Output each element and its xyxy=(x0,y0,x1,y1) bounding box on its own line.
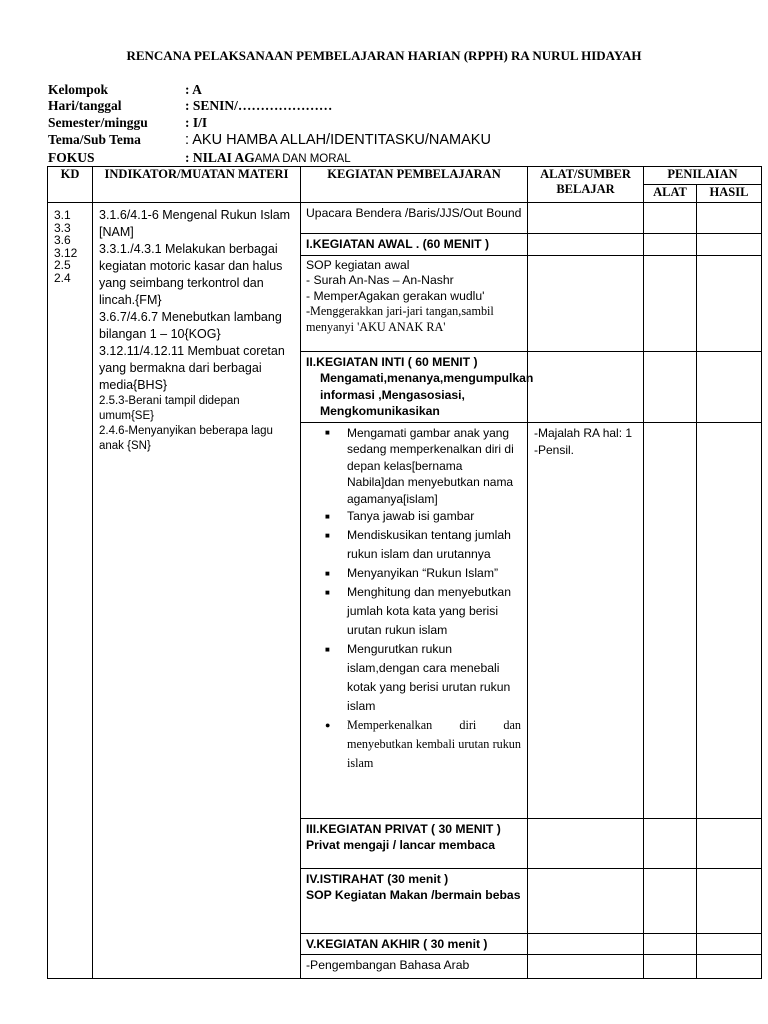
empty-cell xyxy=(528,955,644,979)
kegiatan-inti-title: II.KEGIATAN INTI ( 60 MENIT ) xyxy=(306,354,478,369)
inti-item: ■ Tanya jawab isi gambar xyxy=(347,507,521,526)
meta-value-text: : NILAI AG xyxy=(185,150,255,165)
empty-cell xyxy=(528,933,644,955)
meta-key: Hari/tanggal xyxy=(48,98,122,113)
meta-value-tail: AMA DAN MORAL xyxy=(254,153,351,165)
awal-item: -Menggerakkan jari-jari tangan,sambil menyanyi 'AKU ANAK RA' xyxy=(306,304,494,334)
empty-cell xyxy=(697,234,762,256)
alat-item: -Majalah RA hal: 1 xyxy=(534,425,633,440)
indikator-item: 3.3.1./4.3.1 Melakukan berbagai kegiatan motoric kasar dan halus yang seimbang terkontrol dan lincah.{FM} xyxy=(99,242,283,307)
meta-key: Semester/minggu xyxy=(48,115,148,130)
kegiatan-awal-title: I.KEGIATAN AWAL . (60 MENIT ) xyxy=(301,234,528,256)
empty-cell xyxy=(644,818,697,868)
empty-cell xyxy=(528,351,644,422)
empty-cell xyxy=(644,203,697,234)
empty-cell xyxy=(644,351,697,422)
meta-value xyxy=(185,131,491,149)
empty-cell xyxy=(697,351,762,422)
alat-item: -Pensil. xyxy=(534,442,575,457)
rpph-table xyxy=(47,166,762,979)
kegiatan-istirahat xyxy=(301,868,528,933)
header-kegiatan: KEGIATAN PEMBELAJARAN xyxy=(301,167,528,203)
indikator-cell xyxy=(93,203,301,979)
header-alat: ALAT xyxy=(644,185,697,203)
indikator-item: 3.6.7/4.6.7 Menebutkan lambang bilangan 1 – 10{KOG} xyxy=(99,310,282,341)
kd-code: 3.1 xyxy=(54,208,71,222)
indikator-item: 2.5.3-Berani tampil didepan umum{SE} xyxy=(99,395,240,422)
inti-item: ■ Mengamati gambar anak yang sedang memperkenalkan diri di depan kelas[bernama Nabila]dan menyebutkan nama agamanya[islam] xyxy=(347,425,521,508)
empty-cell xyxy=(697,933,762,955)
kd-code: 2.4 xyxy=(54,270,71,285)
empty-cell xyxy=(528,868,644,933)
empty-cell xyxy=(697,868,762,933)
kegiatan-akhir-title: V.KEGIATAN AKHIR ( 30 menit ) xyxy=(301,933,528,955)
istirahat-text: SOP Kegiatan Makan /bermain bebas xyxy=(306,888,521,902)
kegiatan-awal-list xyxy=(301,255,528,351)
header-kd: KD xyxy=(48,167,93,203)
indikator-item: 3.12.11/4.12.11 Membuat coretan yang bermakna dari berbagai media{BHS} xyxy=(99,344,285,392)
header-indikator: INDIKATOR/MUATAN MATERI xyxy=(93,167,301,203)
empty-cell xyxy=(644,933,697,955)
inti-item: ■ Mendiskusikan tentang jumlah rukun islam dan urutannya xyxy=(347,526,521,564)
inti-item: ■ Menghitung dan menyebutkan jumlah kota kata yang berisi urutan rukun islam xyxy=(347,583,521,640)
meta-key: FOKUS xyxy=(48,150,95,165)
indikator-item: 2.4.6-Menyanyikan beberapa lagu anak {SN} xyxy=(99,425,273,452)
empty-cell xyxy=(697,203,762,234)
inti-item: ■ Menyanyikan “Rukun Islam” xyxy=(347,564,521,583)
header-hasil: HASIL xyxy=(697,185,762,203)
kd-code: 2.5 xyxy=(54,258,71,272)
inti-list xyxy=(301,425,521,774)
empty-cell xyxy=(697,422,762,818)
indikator-item: 3.1.6/4.1-6 Mengenal Rukun Islam [NAM] xyxy=(99,208,291,239)
awal-item: - MemperAgakan gerakan wudlu' xyxy=(306,288,485,303)
awal-item: - Surah An-Nas – An-Nashr xyxy=(306,273,454,287)
document-title: RENCANA PELAKSANAAN PEMBELAJARAN HARIAN (RPPH) RA NURUL HIDAYAH xyxy=(126,48,642,63)
empty-cell xyxy=(644,255,697,351)
empty-cell xyxy=(697,255,762,351)
meta-key: Tema/Sub Tema xyxy=(48,132,141,147)
kd-code: 3.12 xyxy=(54,245,78,260)
header-penilaian: PENILAIAN xyxy=(644,167,762,185)
meta-value-text: : AKU HAMBA ALLAH/IDENTITASKU/NAMAKU xyxy=(185,132,491,148)
kegiatan-upacara: Upacara Bendera /Baris/JJS/Out Bound xyxy=(301,203,528,234)
privat-title: III.KEGIATAN PRIVAT ( 30 MENIT ) xyxy=(306,821,501,836)
empty-cell xyxy=(528,203,644,234)
kegiatan-akhir-text: -Pengembangan Bahasa Arab xyxy=(301,955,528,979)
kegiatan-inti-sub: Mengamati,menanya,mengumpulkan informasi ,Mengasosiasi, Mengkomunikasikan xyxy=(320,371,534,418)
empty-cell xyxy=(528,234,644,256)
empty-cell xyxy=(697,955,762,979)
meta-value: : A xyxy=(185,82,202,97)
kegiatan-inti-list xyxy=(301,422,528,818)
istirahat-title: IV.ISTIRAHAT (30 menit ) xyxy=(306,871,449,886)
meta-value: : SENIN/………………… xyxy=(185,98,333,113)
empty-cell xyxy=(528,818,644,868)
kd-code: 3.6 xyxy=(54,233,71,247)
inti-item: ■ Mengurutkan rukun islam,dengan cara menebali kotak yang berisi urutan rukun islam xyxy=(347,640,521,716)
awal-item: SOP kegiatan awal xyxy=(306,257,410,272)
empty-cell xyxy=(644,234,697,256)
empty-cell xyxy=(644,955,697,979)
header-alat-sumber: ALAT/SUMBER BELAJAR xyxy=(528,167,644,203)
inti-alat-cell xyxy=(528,422,644,818)
kd-code: 3.3 xyxy=(54,220,71,235)
kegiatan-inti-header xyxy=(301,351,534,422)
inti-item: ● Memperkenalkan diri dan menyebutkan kembali urutan rukun islam xyxy=(347,716,521,773)
meta-value: : I/I xyxy=(185,115,208,130)
empty-cell xyxy=(697,818,762,868)
meta-key: Kelompok xyxy=(48,82,109,97)
empty-cell xyxy=(644,868,697,933)
kegiatan-privat xyxy=(301,818,528,868)
privat-text: Privat mengaji / lancar membaca xyxy=(306,838,495,852)
kd-cell xyxy=(48,203,93,979)
empty-cell xyxy=(644,422,697,818)
empty-cell xyxy=(528,255,644,351)
